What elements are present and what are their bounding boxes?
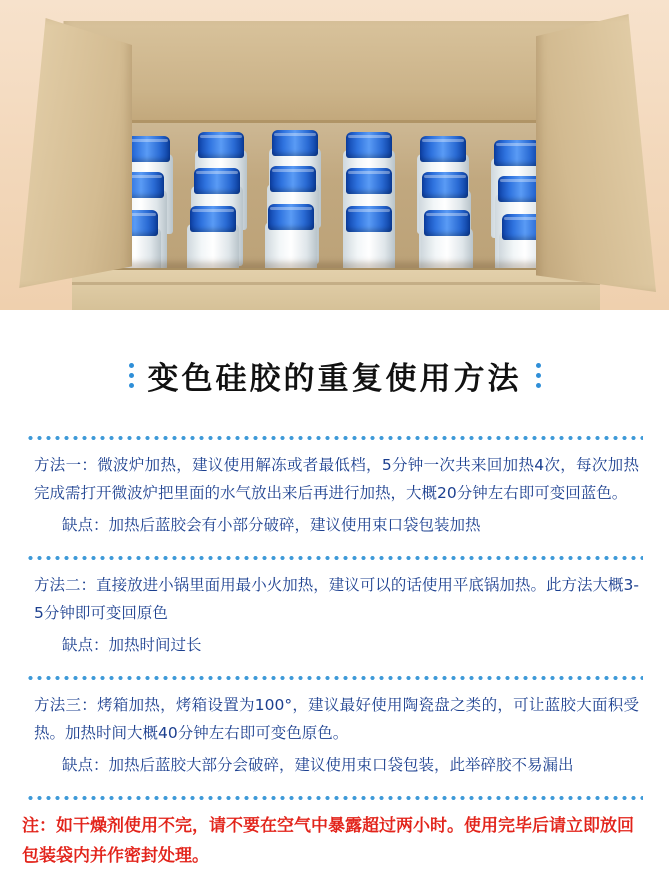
instructions-panel bbox=[0, 310, 669, 866]
left-dots-ornament-icon bbox=[129, 363, 134, 388]
divider-before-warning bbox=[26, 795, 643, 801]
right-dots-ornament-icon bbox=[536, 363, 541, 388]
product-photo bbox=[0, 0, 669, 310]
divider-after-method-one bbox=[26, 555, 643, 561]
method-two-body: 方法二：直接放进小锅里面用最小火加热，建议可以的话使用平底锅加热。此方法大概3-5分钟即可变回原色 bbox=[34, 575, 639, 622]
method-three-body: 方法三：烤箱加热，烤箱设置为100°，建议最好使用陶瓷盘之类的，可让蓝胶大面积受热。加热时间大概40分钟左右即可变色原色。 bbox=[34, 695, 639, 742]
title-row bbox=[0, 310, 669, 419]
page-title: 变色硅胶的重复使用方法 bbox=[147, 360, 522, 397]
divider-top bbox=[26, 435, 643, 441]
divider-after-method-two bbox=[26, 675, 643, 681]
method-one-body: 方法一：微波炉加热，建议使用解冻或者最低档，5分钟一次共来回加热4次，每次加热完成需打开微波炉把里面的水气放出来后再进行加热，大概20分钟左右即可变回蓝色。 bbox=[34, 455, 639, 502]
method-two-note: 缺点：加热时间过长 bbox=[62, 635, 202, 654]
method-one-note: 缺点：加热后蓝胶会有小部分破碎，建议使用束口袋包装加热 bbox=[62, 515, 481, 534]
warning-text: 注：如干燥剂使用不完，请不要在空气中暴露超过两小时。使用完毕后请立即放回包装袋内并作密封处理。 bbox=[22, 815, 634, 866]
carton-front-wall bbox=[72, 268, 600, 310]
method-three-note: 缺点：加热后蓝胶大部分会破碎，建议使用束口袋包装，此举碎胶不易漏出 bbox=[62, 755, 574, 774]
